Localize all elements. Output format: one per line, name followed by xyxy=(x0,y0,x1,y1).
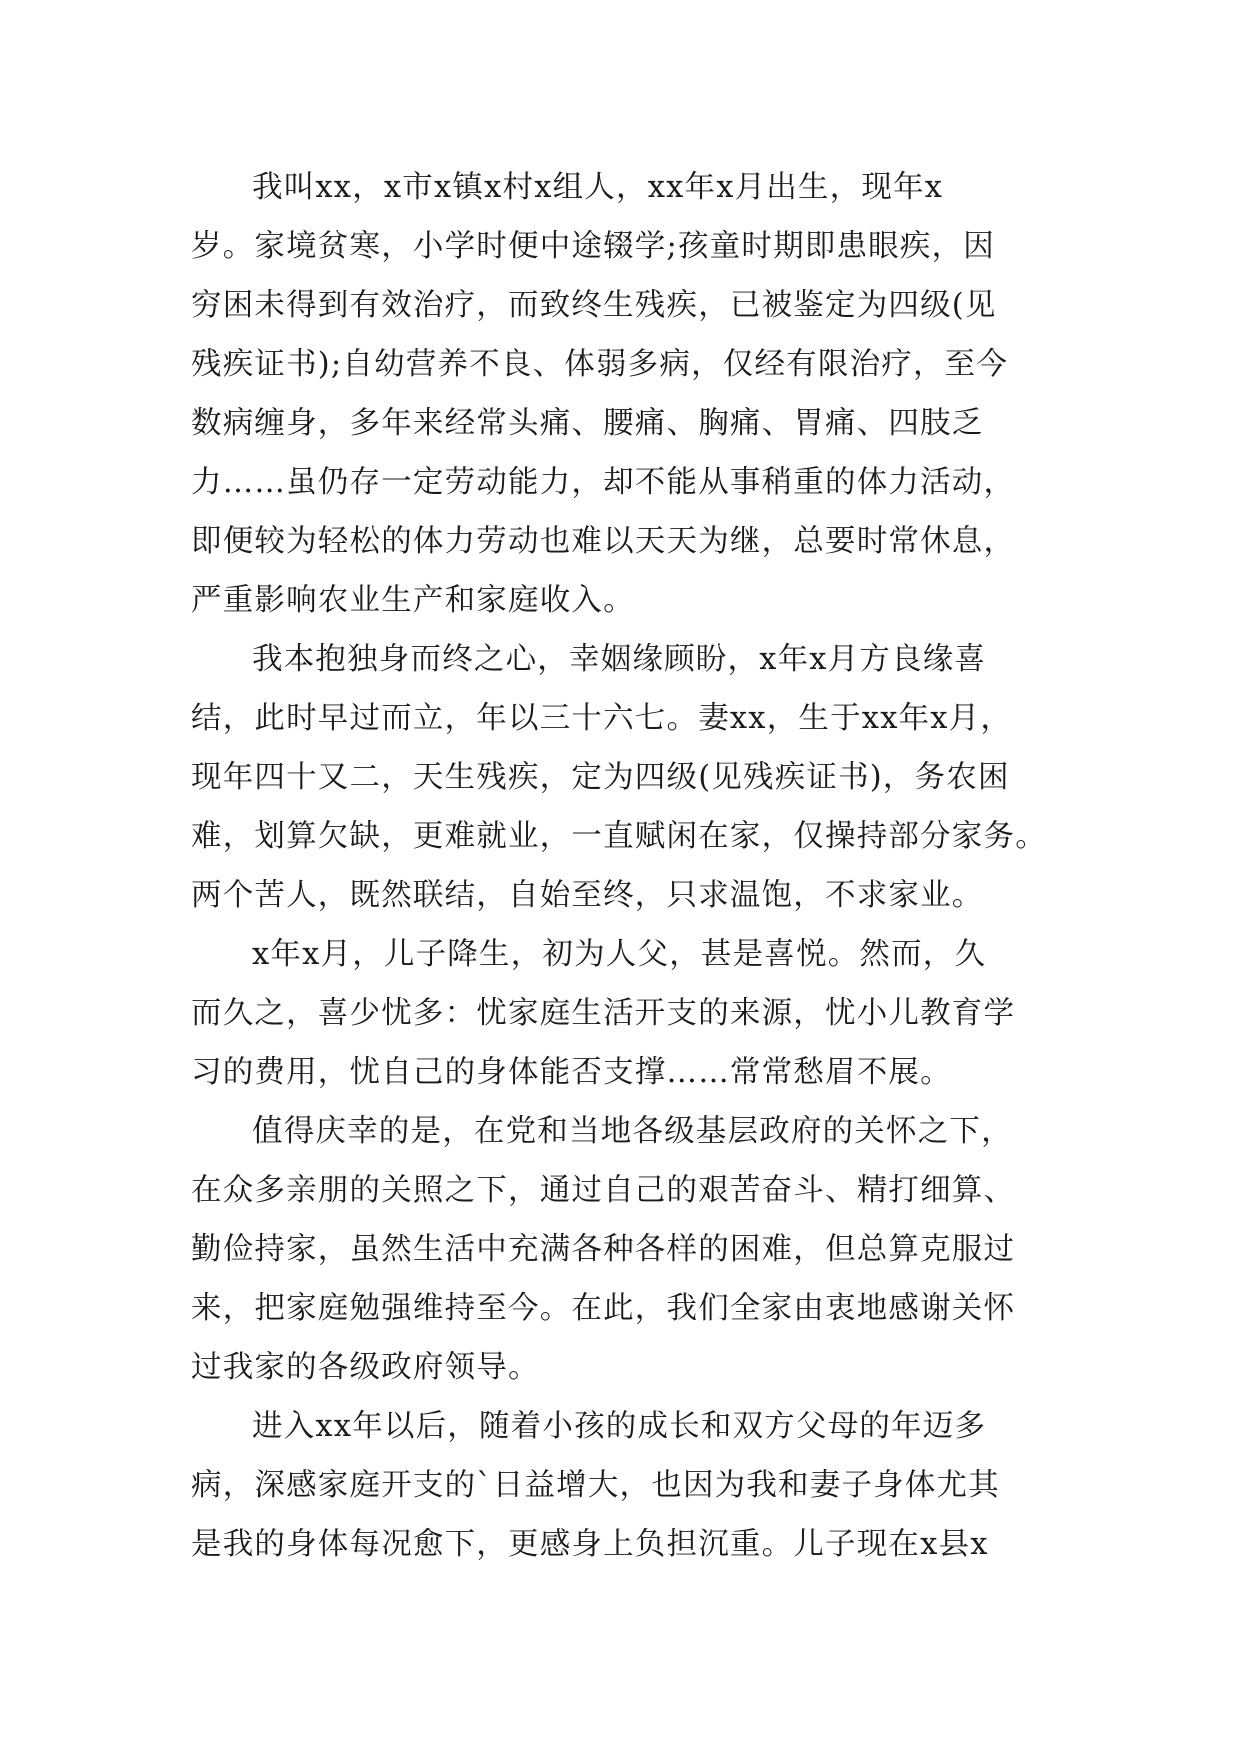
text-line: 在众多亲朋的关照之下，通过自己的艰苦奋斗、精打细算、 xyxy=(191,1173,1016,1208)
text-line: x年x月，儿子降生，初为人父，甚是喜悦。然而，久 xyxy=(252,937,987,972)
text-line: 病，深感家庭开支的`日益增大，也因为我和妻子身体尤其 xyxy=(191,1468,1000,1503)
text-line: 我叫xx，x市x镇x村x组人，xx年x月出生，现年x xyxy=(252,170,944,205)
text-line: 我本抱独身而终之心，幸姻缘顾盼，x年x月方良缘喜 xyxy=(252,642,987,677)
text-line: 难，划算欠缺，更难就业，一直赋闲在家，仅操持部分家务。 xyxy=(191,819,1047,854)
text-line: 值得庆幸的是，在党和当地各级基层政府的关怀之下， xyxy=(252,1114,1013,1149)
text-line: 现年四十又二，天生残疾，定为四级(见残疾证书)，务农困 xyxy=(191,760,1010,795)
text-line: 两个苦人，既然联结，自始至终，只求温饱，不求家业。 xyxy=(191,878,984,913)
text-line: 习的费用，忧自己的身体能否支撑……常常愁眉不展。 xyxy=(191,1055,952,1090)
text-line: 数病缠身，多年来经常头痛、腰痛、胸痛、胃痛、四肢乏 xyxy=(191,406,984,441)
text-line: 来，把家庭勉强维持至今。在此，我们全家由衷地感谢关怀 xyxy=(191,1291,1016,1326)
text-line: 结，此时早过而立，年以三十六七。妻xx，生于xx年x月， xyxy=(191,701,1013,736)
text-line: 穷困未得到有效治疗，而致终生残疾，已被鉴定为四级(见 xyxy=(191,288,997,323)
text-line: 残疾证书);自幼营养不良、体弱多病，仅经有限治疗，至今 xyxy=(191,347,1009,382)
text-line: 即便较为轻松的体力劳动也难以天天为继，总要时常休息， xyxy=(191,524,1016,559)
text-line: 严重影响农业生产和家庭收入。 xyxy=(191,583,635,618)
text-line: 过我家的各级政府领导。 xyxy=(191,1350,540,1385)
document-body xyxy=(191,158,1061,1574)
text-line: 勤俭持家，虽然生活中充满各种各样的困难，但总算克服过 xyxy=(191,1232,1016,1267)
text-line: 而久之，喜少忧多：忧家庭生活开支的来源，忧小儿教育学 xyxy=(191,996,1016,1031)
text-line: 进入xx年以后，随着小孩的成长和双方父母的年迈多 xyxy=(252,1409,987,1444)
text-line: 岁。家境贫寒，小学时便中途辍学;孩童时期即患眼疾，因 xyxy=(191,229,995,264)
text-line: 力……虽仍存一定劳动能力，却不能从事稍重的体力活动， xyxy=(191,465,1016,500)
text-line: 是我的身体每况愈下，更感身上负担沉重。儿子现在x县x xyxy=(191,1527,989,1562)
